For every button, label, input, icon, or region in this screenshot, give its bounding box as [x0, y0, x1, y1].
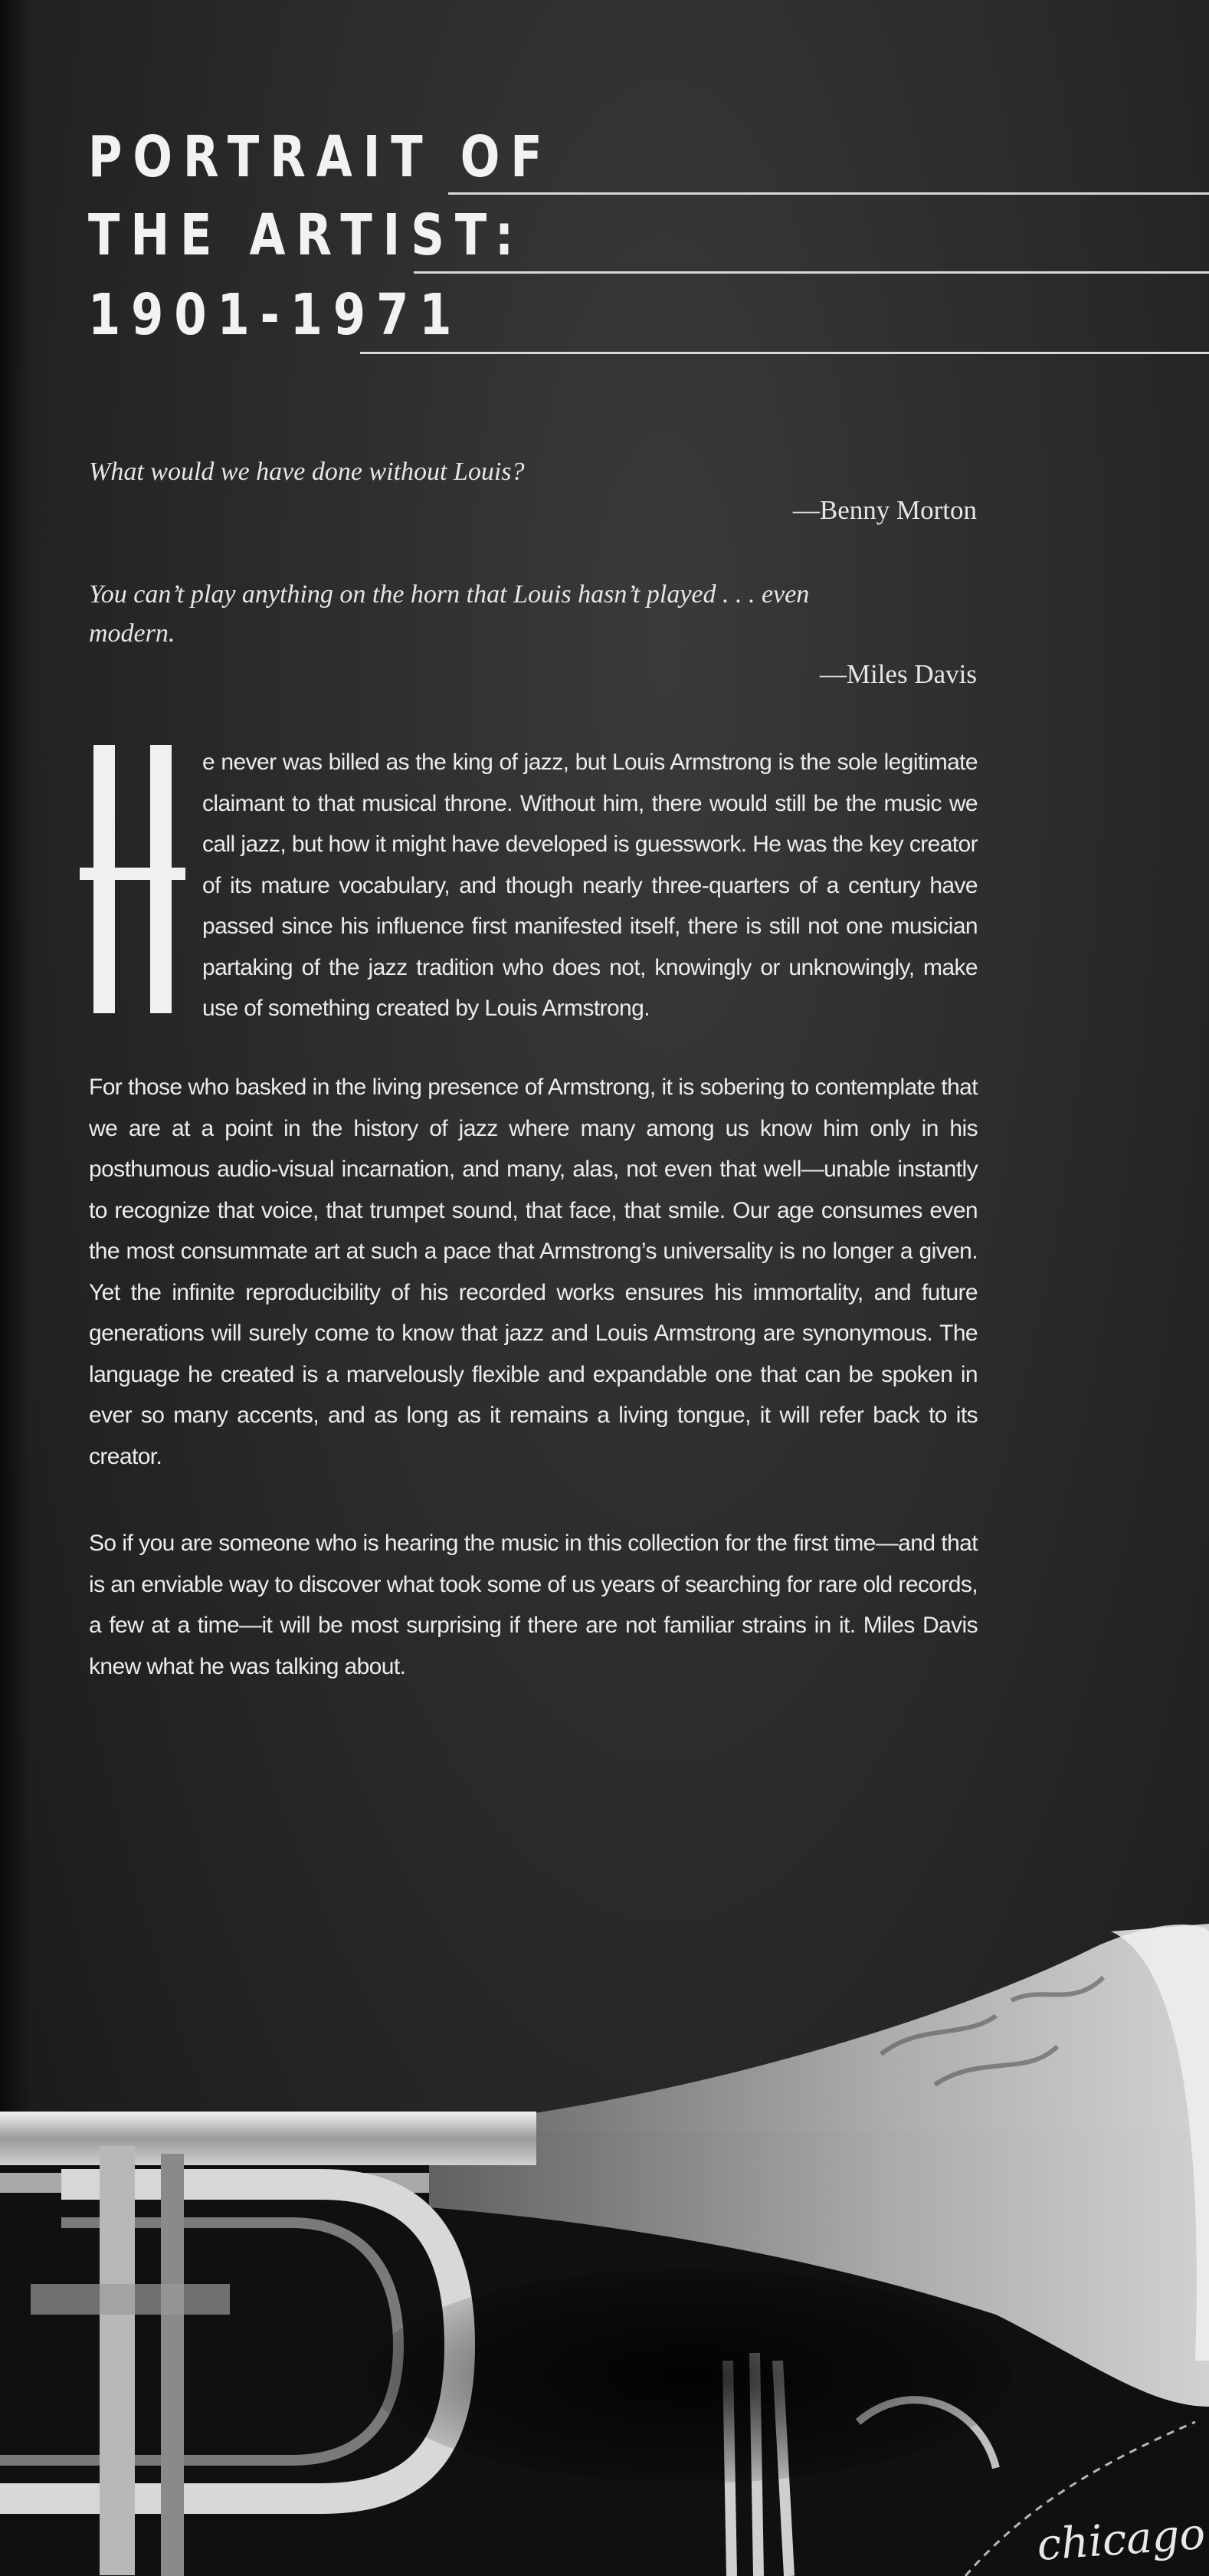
title-rule-1 — [448, 192, 1209, 195]
trumpet-photo — [0, 1824, 1209, 2576]
title-rule-3 — [360, 352, 1209, 354]
drop-cap-h — [80, 745, 185, 1013]
body-paragraph-2: For those who basked in the living presence of Armstrong, it is sobering to contemplate that we are at a point in the history of jazz where many among us know him only in his posthumous audio-visual incarnation, and many, alas, not even that well—unable instantly to recognize that voice, that trumpet sound, that face, that smile. Our age consumes even the most consummate art at such a pace that Armstrong’s universality is no longer a given. Yet the infinite reproducibility of his recorded works ensures his immortality, and future generations will surely come to know that jazz and Louis Armstrong are synonymous. The language he created is a marvelously flexible and expandable one that can be spoken in ever so many accents, and as long as it remains a living tongue, it will refer back to its creator. — [89, 1075, 978, 1469]
trumpet-engraving-text: chicago — [1035, 2509, 1207, 2571]
body-paragraph-1: e never was billed as the king of jazz, but Louis Armstrong is the sole legitimate claimant to that musical throne. Without him, there would still be the music we call jazz, but how it might have developed is guesswork. He was the key creator of its mature vocabulary, and though nearly three-quarters of a century have passed since his influence first manifested itself, there is still not one musician partaking of the jazz tradition who does not, knowingly or unknowingly, make use of something created by Louis Armstrong. — [202, 750, 978, 1021]
title-rule-2 — [414, 271, 1209, 274]
body-paragraph-3: So if you are someone who is hearing the music in this collection for the first time—and that is an enviable way to discover what took some of us years of searching for rare old records, a few at a time—it will be most surprising if there are not familiar strains in it. Miles Davis knew what he was talking about. — [89, 1531, 978, 1679]
quote-attribution-benny-morton: —Benny Morton — [792, 495, 977, 525]
quote-attribution-miles-davis: —Miles Davis — [819, 659, 977, 689]
quote-benny-morton: What would we have done without Louis? — [89, 458, 525, 486]
title-line-1: PORTRAIT OF — [88, 124, 553, 190]
quote-miles-davis: You can’t play anything on the horn that Louis hasn’t played . . . even modern. — [89, 580, 810, 648]
title-line-3: 1901-1971 — [88, 282, 463, 348]
title-line-2: THE ARTIST: — [88, 202, 525, 268]
